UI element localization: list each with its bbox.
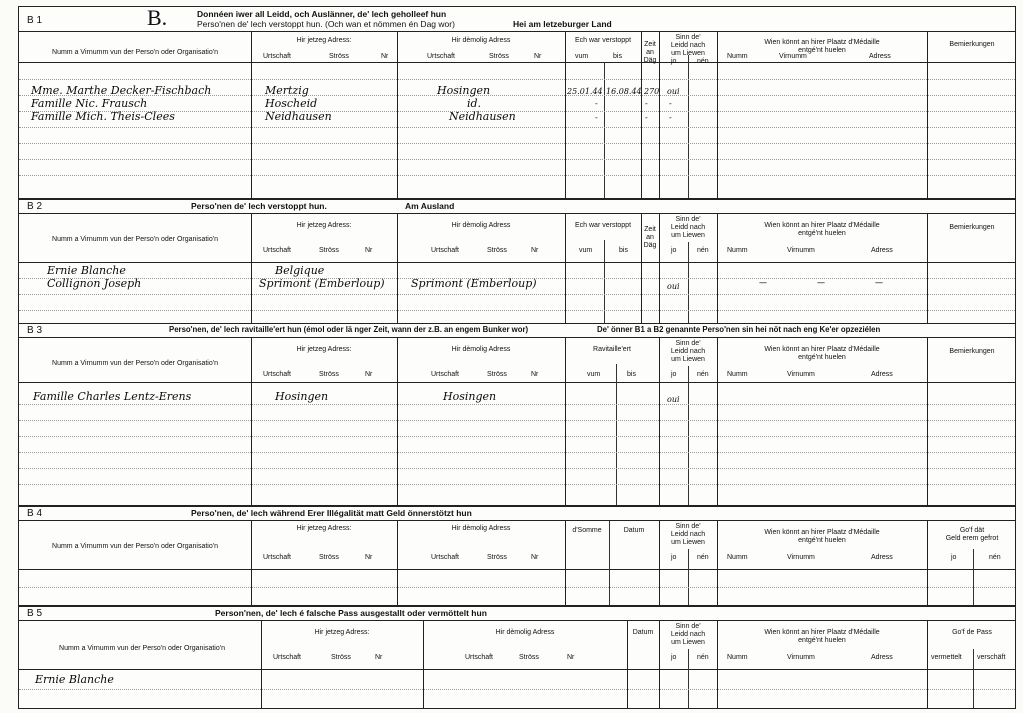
col-urtschaft: Urtschaft [431, 554, 460, 561]
col-name: Numm a Virnumm vun der Perso'n oder Organisatio'n [52, 360, 218, 367]
col-medal: entgé'nt huelen [798, 230, 846, 237]
col-vum: vum [587, 371, 601, 378]
entry-alive: oui [667, 282, 680, 291]
col-ravit: Ravitaille'ert [593, 346, 631, 353]
col-current-addr: Hir jetzeg Adress: [296, 525, 352, 532]
col-medal: entgé'nt huelen [798, 354, 846, 361]
col-former-addr: Hir dèmolig Adress [495, 629, 555, 636]
entry-from: - [595, 113, 598, 122]
col-medal: Wien könnt an hirer Plaatz d'Médaille [764, 39, 880, 46]
col-bis: bis [627, 371, 636, 378]
col-nen: nén [989, 554, 1001, 561]
col-stross: Ströss [487, 554, 507, 561]
entry-days: - [645, 113, 648, 122]
col-current-addr: Hir jetzeg Adress: [314, 629, 370, 636]
col-nr: Nr [375, 654, 383, 661]
col-zeit: an [646, 49, 654, 56]
col-name: Numm a Virnumm vun der Perso'n oder Organisatio'n [52, 543, 218, 550]
col-urtschaft: Urtschaft [273, 654, 302, 661]
col-vermettelt: vermettelt [931, 654, 962, 661]
entry-from: - [595, 99, 598, 108]
col-former-addr: Hir dèmolig Adress [451, 222, 511, 229]
col-medal: entgé'nt huelen [798, 637, 846, 644]
col-remarks: Bemierkungen [949, 224, 995, 231]
col-nen: nén [697, 371, 709, 378]
col-urtschaft: Urtschaft [431, 371, 460, 378]
section-b4 [18, 506, 1016, 606]
col-nen: nén [697, 58, 709, 65]
section-id: B 3 [27, 325, 43, 336]
entry-name: Ernie Blanche [47, 264, 126, 277]
col-urtschaft: Urtschaft [263, 247, 292, 254]
section-id: B 5 [27, 608, 43, 619]
col-datum: Datum [623, 527, 645, 534]
col-alive: Leidd nach [670, 631, 706, 638]
entry-name: Mme. Marthe Decker-Fischbach [31, 84, 212, 97]
col-alive: Sinn de' [675, 34, 701, 41]
col-alive: um Liewen [671, 539, 705, 546]
col-gof: Geld erem gefrot [945, 535, 999, 542]
col-alive: Sinn de' [675, 623, 701, 630]
col-medal: entgé'nt huelen [798, 537, 846, 544]
col-medal: Wien könnt an hirer Plaatz d'Médaille [764, 629, 880, 636]
col-stross: Ströss [319, 371, 339, 378]
col-jo: jo [951, 554, 957, 561]
section-letter: B. [147, 5, 168, 30]
col-jo: jo [671, 654, 677, 661]
col-numm: Numm [727, 53, 748, 60]
col-current-addr: Hir jetzeg Adress: [296, 346, 352, 353]
col-nr: Nr [567, 654, 575, 661]
col-nr: Nr [365, 554, 373, 561]
col-hidden: Ech war verstoppt [574, 37, 632, 44]
col-alive: um Liewen [671, 232, 705, 239]
col-adress: Adress [871, 247, 893, 254]
col-stross: Ströss [487, 247, 507, 254]
entry-name: Ernie Blanche [35, 673, 114, 686]
section-id: B 2 [27, 201, 43, 212]
col-bis: bis [619, 247, 628, 254]
col-urtschaft: Urtschaft [263, 371, 292, 378]
col-alive: um Liewen [671, 356, 705, 363]
col-alive: Leidd nach [670, 348, 706, 355]
col-zeit: an [646, 234, 654, 241]
col-medal: entgé'nt huelen [798, 47, 846, 54]
entry-old-town: Neidhausen [449, 110, 516, 123]
col-numm: Numm [727, 247, 748, 254]
section-subtitle: Perso'nen de' lech verstoppt hun. (Och wan et nömmen én Dag wor) [197, 19, 455, 29]
col-alive: Leidd nach [670, 224, 706, 231]
col-urtschaft: Urtschaft [427, 53, 456, 60]
col-urtschaft: Urtschaft [465, 654, 494, 661]
section-b1-header [19, 7, 1015, 32]
col-virnumm: Virnumm [787, 554, 815, 561]
col-alive: Leidd nach [670, 531, 706, 538]
col-jo: jo [671, 58, 677, 65]
col-current-addr: Hir jetzeg Adress: [296, 37, 352, 44]
col-jo: jo [671, 371, 677, 378]
col-stross: Ströss [319, 247, 339, 254]
col-virnumm: Virnumm [779, 53, 807, 60]
section-b5-header [19, 607, 1015, 621]
section-b3-header [19, 324, 1015, 338]
col-stross: Ströss [329, 53, 349, 60]
col-medal: Wien könnt an hirer Plaatz d'Médaille [764, 222, 880, 229]
col-jo: jo [671, 247, 677, 254]
col-stross: Ströss [489, 53, 509, 60]
entry-town: Hosingen [275, 390, 329, 403]
section-id: B 1 [27, 15, 43, 26]
col-jo: jo [671, 554, 677, 561]
col-vum: vum [575, 53, 589, 60]
entry-days: - [645, 99, 648, 108]
col-remarks: Bemierkungen [949, 348, 995, 355]
section-title: Perso'nen, de' lech ravitaille'ert hun (émol oder lä nger Zeit, wann der z.B. an engem Bunker wor) [169, 325, 529, 334]
col-name: Numm a Virnumm vun der Perso'n oder Organisatio'n [52, 49, 218, 56]
entry-from: 25.01.44 [567, 87, 603, 96]
section-b2 [18, 199, 1016, 324]
entry-old-town: Hosingen [437, 84, 491, 97]
section-title: Person'nen, de' lech é falsche Pass ausgestallt oder vermöttelt hun [215, 608, 487, 618]
entry-town: Neidhausen [265, 110, 332, 123]
col-name: Numm a Virnumm vun der Perso'n oder Organisatio'n [59, 645, 225, 652]
col-datum: Datum [632, 629, 654, 636]
section-title: Perso'nen de' lech verstoppt hun. [191, 201, 327, 211]
section-extra: Hei am letzeburger Land [513, 19, 612, 29]
col-nr: Nr [531, 371, 539, 378]
col-name: Numm a Virnumm vun der Perso'n oder Organisatio'n [52, 236, 218, 243]
col-stross: Ströss [519, 654, 539, 661]
col-nr: Nr [381, 53, 389, 60]
section-b1 [18, 6, 1016, 199]
section-extra: Am Ausland [405, 201, 455, 211]
entry-medal-adress: — [875, 278, 883, 287]
col-verschaft: verschäft [977, 654, 1006, 661]
col-hidden: Ech war verstoppt [574, 222, 632, 229]
entry-name: Collignon Joseph [47, 277, 142, 290]
col-pass: Go'f de Pass [952, 629, 992, 636]
entry-alive: oui [667, 395, 680, 404]
col-stross: Ströss [319, 554, 339, 561]
col-virnumm: Virnumm [787, 371, 815, 378]
col-urtschaft: Urtschaft [263, 554, 292, 561]
col-former-addr: Hir dèmolig Adress [451, 346, 511, 353]
entry-town: Hoscheid [265, 97, 318, 110]
section-b3 [18, 323, 1016, 506]
col-medal: Wien könnt an hirer Plaatz d'Médaille [764, 529, 880, 536]
col-zeit: Zeit [644, 226, 656, 233]
col-alive: Sinn de' [675, 216, 701, 223]
entry-town: Belgique [275, 264, 325, 277]
entry-name: Famille Mich. Theis-Clees [31, 110, 175, 123]
col-alive: um Liewen [671, 639, 705, 646]
col-current-addr: Hir jetzeg Adress: [296, 222, 352, 229]
entry-alive: - [669, 113, 672, 122]
entry-alive: oui [667, 87, 680, 96]
col-stross: Ströss [331, 654, 351, 661]
col-nen: nén [697, 654, 709, 661]
entry-old-town: id. [467, 97, 482, 110]
col-nen: nén [697, 554, 709, 561]
col-remarks: Bemierkungen [949, 41, 995, 48]
entry-to: 16.08.44 [606, 87, 642, 96]
col-former-addr: Hir dèmolig Adress [451, 525, 511, 532]
col-nr: Nr [531, 247, 539, 254]
col-adress: Adress [871, 371, 893, 378]
entry-medal-virnumm: — [817, 278, 825, 287]
section-b2-header [19, 200, 1015, 214]
entry-medal-numm: — [759, 278, 767, 287]
col-somme: d'Somme [572, 527, 602, 534]
entry-town: Mertzig [265, 84, 309, 97]
col-urtschaft: Urtschaft [263, 53, 292, 60]
col-numm: Numm [727, 554, 748, 561]
col-zeit: Däg [643, 57, 657, 64]
entry-name: Famille Charles Lentz-Erens [33, 390, 192, 403]
col-alive: Sinn de' [675, 340, 701, 347]
section-title: Perso'nen, de' lech während Erer Illégalität matt Geld önnerstötzt hun [191, 508, 472, 518]
entry-days: 270 [644, 87, 660, 96]
col-alive: Sinn de' [675, 523, 701, 530]
col-nr: Nr [534, 53, 542, 60]
col-numm: Numm [727, 654, 748, 661]
col-former-addr: Hir dèmolig Adress [451, 37, 511, 44]
col-nr: Nr [365, 371, 373, 378]
col-virnumm: Virnumm [787, 247, 815, 254]
entry-old-town: Sprimont (Emberloup) [411, 277, 537, 290]
col-bis: bis [613, 53, 622, 60]
col-alive: um Liewen [671, 50, 705, 57]
col-nen: nén [697, 247, 709, 254]
entry-name: Famille Nic. Frausch [31, 97, 148, 110]
col-urtschaft: Urtschaft [431, 247, 460, 254]
col-alive: Leidd nach [670, 42, 706, 49]
col-adress: Adress [871, 654, 893, 661]
col-nr: Nr [531, 554, 539, 561]
col-nr: Nr [365, 247, 373, 254]
col-adress: Adress [869, 53, 891, 60]
section-extra: De' önner B1 a B2 genannte Perso'nen sin hei nöt nach eng Ke'er opzeziélen [597, 325, 881, 334]
col-zeit: Zeit [644, 41, 656, 48]
entry-alive: - [669, 99, 672, 108]
section-b4-header [19, 507, 1015, 521]
col-stross: Ströss [487, 371, 507, 378]
entry-town: Sprimont (Emberloup) [259, 277, 385, 290]
col-virnumm: Virnumm [787, 654, 815, 661]
entry-old-town: Hosingen [443, 390, 497, 403]
col-vum: vum [579, 247, 593, 254]
col-numm: Numm [727, 371, 748, 378]
col-gof: Go'f dät [959, 527, 985, 534]
section-b5 [18, 606, 1016, 709]
col-medal: Wien könnt an hirer Plaatz d'Médaille [764, 346, 880, 353]
section-title: Donnéen iwer all Leidd, och Auslänner, de' lech geholleef hun [197, 9, 447, 19]
col-adress: Adress [871, 554, 893, 561]
col-zeit: Däg [643, 242, 657, 249]
section-id: B 4 [27, 508, 43, 519]
